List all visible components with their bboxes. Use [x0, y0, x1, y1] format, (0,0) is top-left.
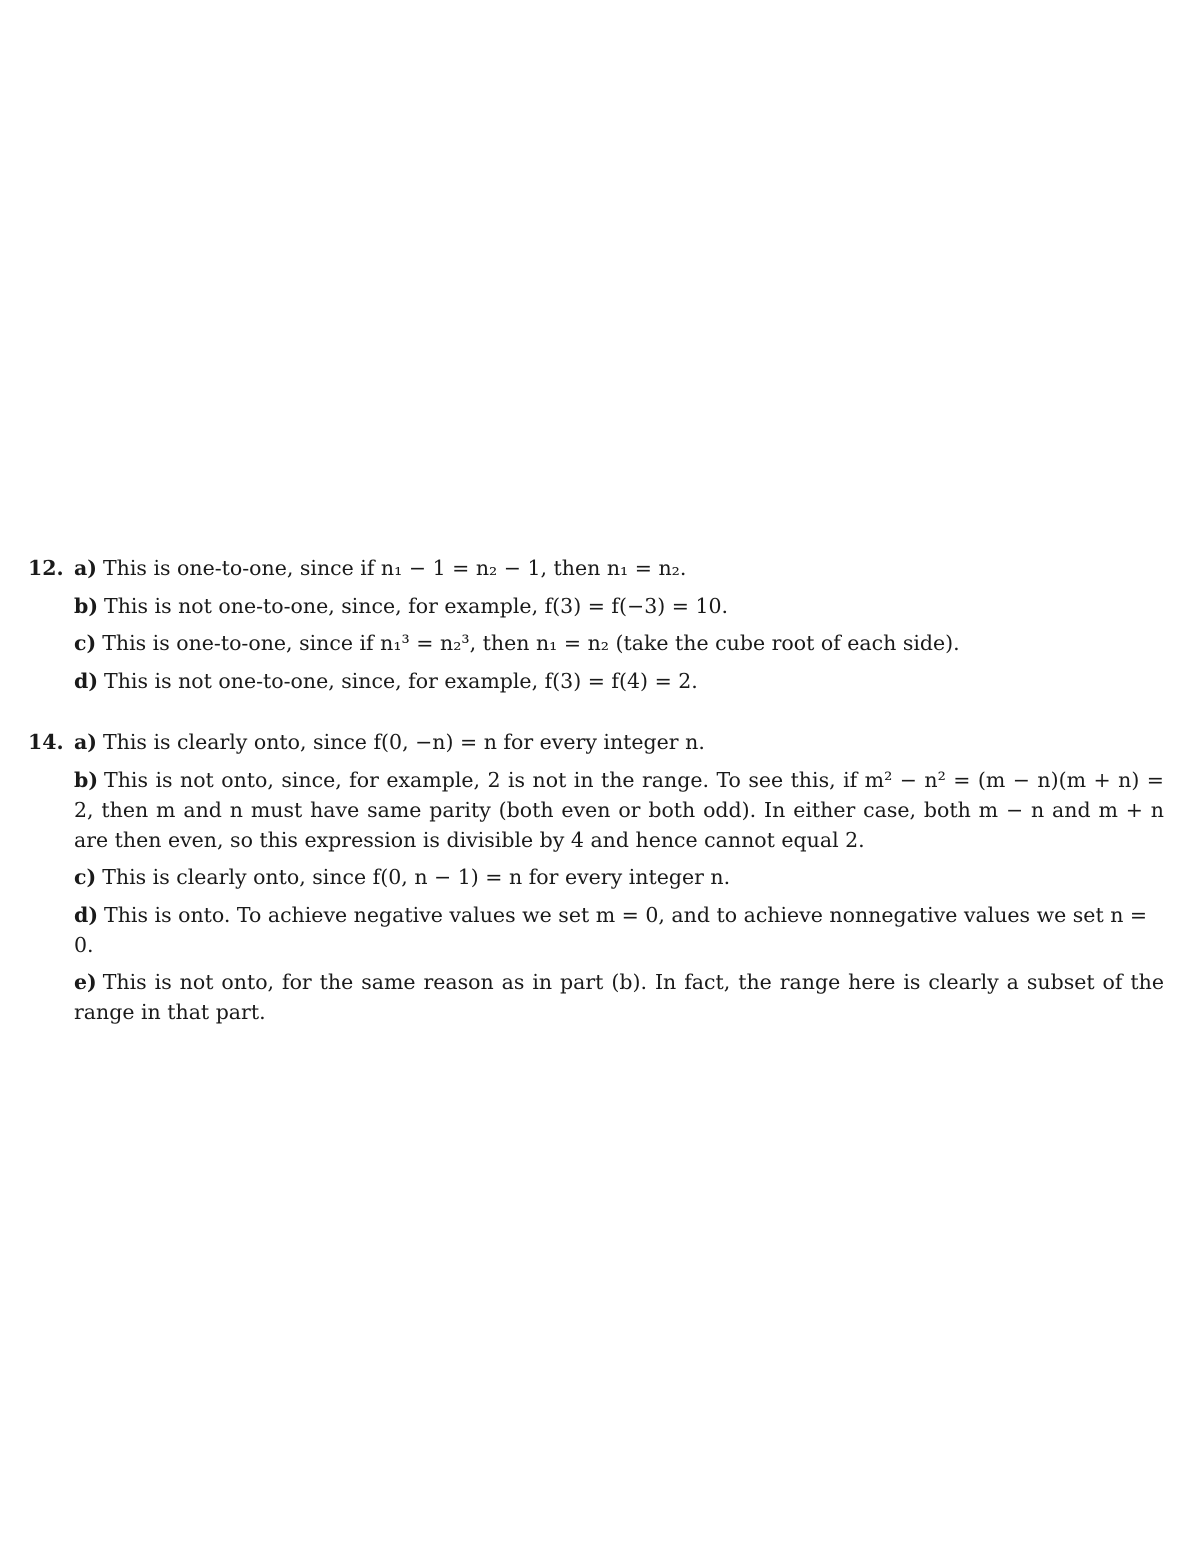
part-text: This is one-to-one, since if n₁ − 1 = n₂ − 1, then n₁ = n₂. [102, 556, 687, 580]
part-text: This is not onto, since, for example, 2 is not in the range. To see this, if m² − n² = (m − n)(m + n) = 2, then m and n must have same parity (both even or both odd). In either case, both m − n and m + n are then even, so this expression is divisible by 4 and hence cannot equal 2. [74, 767, 1164, 852]
part-text: This is not one-to-one, since, for example, f(3) = f(−3) = 10. [104, 593, 729, 618]
problem-12-part-c [28, 628, 1164, 658]
problem-number: 14. [28, 730, 64, 754]
problem-12-part-a [28, 553, 1164, 583]
problem-12-part-b [28, 591, 1164, 621]
problem-14-part-b [28, 765, 1164, 855]
problem-12 [28, 553, 1164, 703]
part-label: d) [74, 902, 99, 927]
problem-14-part-d [28, 900, 1164, 960]
part-text: This is onto. To achieve negative values we set m = 0, and to achieve nonnegative values we set n = 0. [74, 902, 1148, 957]
problem-14-part-a [28, 727, 1164, 757]
part-text: This is not one-to-one, since, for example, f(3) = f(4) = 2. [104, 668, 698, 693]
problem-14-part-e [28, 967, 1164, 1027]
problem-14-part-c [28, 862, 1164, 892]
part-label: a) [74, 730, 97, 754]
part-text: This is one-to-one, since if n₁³ = n₂³, then n₁ = n₂ (take the cube root of each side). [102, 631, 960, 655]
part-label: c) [74, 631, 97, 655]
part-text: This is not onto, for the same reason as in part (b). In fact, the range here is clearly a subset of the range in that part. [74, 970, 1164, 1024]
part-label: d) [74, 668, 99, 693]
part-label: a) [74, 556, 97, 580]
part-text: This is clearly onto, since f(0, n − 1) = n for every integer n. [102, 865, 731, 889]
problem-number: 12. [28, 556, 64, 580]
problem-14 [28, 727, 1164, 1035]
problem-12-part-d [28, 666, 1164, 696]
part-label: e) [74, 970, 97, 994]
part-label: b) [74, 767, 99, 792]
part-text: This is clearly onto, since f(0, −n) = n for every integer n. [102, 730, 705, 754]
part-label: b) [74, 593, 99, 618]
part-label: c) [74, 865, 97, 889]
